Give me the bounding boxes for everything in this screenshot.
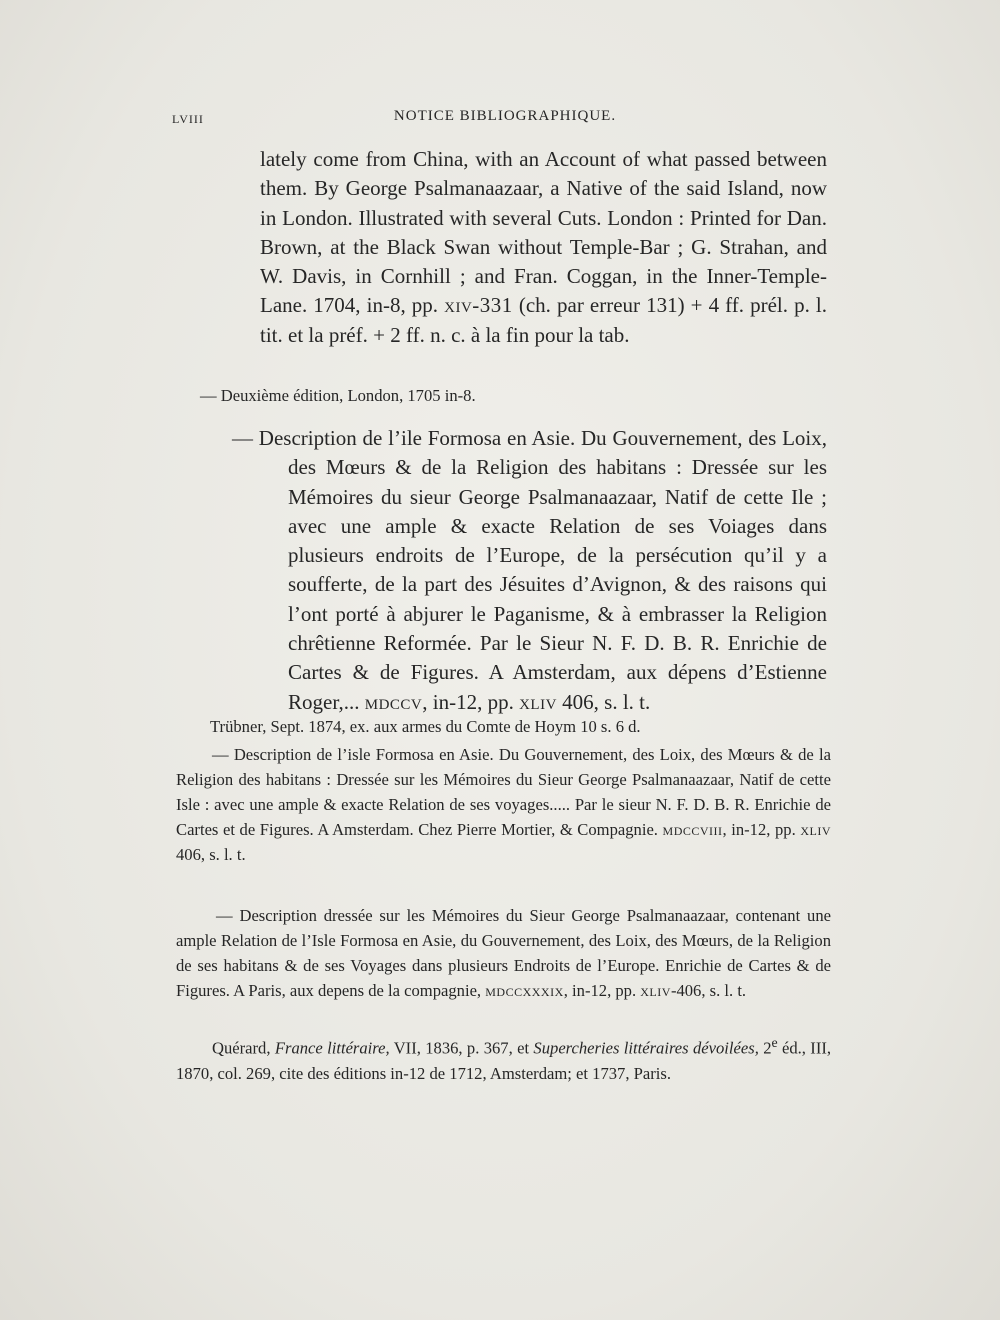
entry-querard-title-france: France littéraire,: [274, 1038, 390, 1058]
entry-trubner-note: Trübner, Sept. 1874, ex. aux armes du Comte de Hoym 10 s. 6 d.: [210, 717, 641, 736]
entry-description-dressee: [176, 903, 831, 1003]
entry-querard-title-supercheries: Supercheries littéraires dévoilées,: [533, 1038, 759, 1058]
entry-desc-text-b: , in-12, pp.: [422, 689, 520, 714]
entry-description-isle: [176, 742, 831, 867]
entry-description-ile: [232, 424, 827, 717]
entry-querard-superscript: e: [771, 1035, 778, 1050]
entry-isle-text-c: 406, s. l. t.: [176, 845, 246, 864]
entry-querard-text-d: éd., III, 1870, col. 269, cite des éditions in-12 de 1712, Amsterdam; et 1737, Paris.: [176, 1038, 832, 1083]
entry-first-pagination: xiv-331: [444, 293, 513, 318]
entry-first-text-b: (ch. par erreur 131) + 4 ff. prél. p. l. tit. et la préf. + 2 ff. n. c. à la fin pour la tab.: [260, 293, 827, 347]
entry-querard-text-b: VII, 1836, p. 367, et: [389, 1038, 534, 1058]
entry-isle-pages: xliv: [800, 820, 831, 839]
entry-dressee-text-c: -406, s. l. t.: [670, 981, 747, 1000]
entry-desc-pages: xliv: [519, 689, 557, 714]
entry-desc-year: mdccv: [364, 689, 423, 714]
entry-querard-text-c: 2: [758, 1038, 772, 1058]
entry-dressee-year: mdccxxxix: [485, 981, 564, 1000]
page-folio: LVIII: [172, 112, 204, 126]
entry-desc-text-c: 406, s. l. t.: [556, 689, 651, 714]
entry-second-edition: — Deuxième édition, London, 1705 in-8.: [200, 386, 476, 405]
entry-dressee-pages: xliv: [640, 981, 671, 1000]
entry-dressee-text-b: , in-12, pp.: [563, 981, 641, 1000]
running-title: NOTICE BIBLIOGRAPHIQUE.: [393, 108, 617, 124]
entry-isle-year: mdccviii: [662, 820, 723, 839]
entry-first-edition: [260, 145, 827, 350]
entry-querard-note: [176, 1030, 831, 1086]
entry-querard-text-a: Quérard,: [212, 1038, 275, 1058]
entry-isle-text-a: — Description de l’isle Formosa en Asie. Du Gouvernement, des Loix, des Mœurs & de la Religion des habitans : Dressée sur les Mémoires du Sieur George Psalmanaazaar, Natif de cette Isle : avec une ample & exacte Relation de ses voyages..... Par le sieur N. F. D. B. R. Enrichie de Cartes et de Figures. A Amsterdam. Chez Pierre Mortier, & Compagnie.: [176, 745, 831, 839]
entry-first-text-a: lately come from China, with an Account of what passed between them. By George Psalmanaazaar, a Native of the said Island, now in London. Illustrated with several Cuts. London : Printed for Dan. Brown, at the Black Swan without Temple-Bar ; G. Strahan, and W. Davis, in Cornhill ; and Fran. Coggan, in the Inner-Temple-Lane. 1704, in-8, pp.: [260, 147, 827, 318]
running-head: [0, 108, 1000, 132]
entry-isle-text-b: , in-12, pp.: [722, 820, 801, 839]
entry-dressee-text-a: — Description dressée sur les Mémoires du Sieur George Psalmanaazaar, contenant une ample Relation de l’Isle Formosa en Asie, du Gouvernement, des Loix, des Mœurs, de la Religion de ses habitans & de ses Voyages dans plusieurs Endroits de l’Europe. Enrichie de Cartes & de Figures. A Paris, aux depens de la compagnie,: [176, 906, 831, 1000]
entry-desc-text-a: — Description de l’ile Formosa en Asie. Du Gouvernement, des Loix, des Mœurs & de la Religion des habitans : Dressée sur les Mémoires du sieur George Psalmanaazaar, Natif de cette Ile ; avec une ample & exacte Relation de ses Voiages dans plusieurs endroits de l’Europe, de la persécution qu’il y a soufferte, de la part des Jésuites d’Avignon, & des raisons qui l’ont porté à abjurer le Paganisme, & à embrasser la Religion chrêtienne Reformée. Par le Sieur N. F. D. B. R. Enrichie de Cartes & de Figures. A Amsterdam, aux dépens d’Estienne Roger,...: [232, 426, 827, 714]
